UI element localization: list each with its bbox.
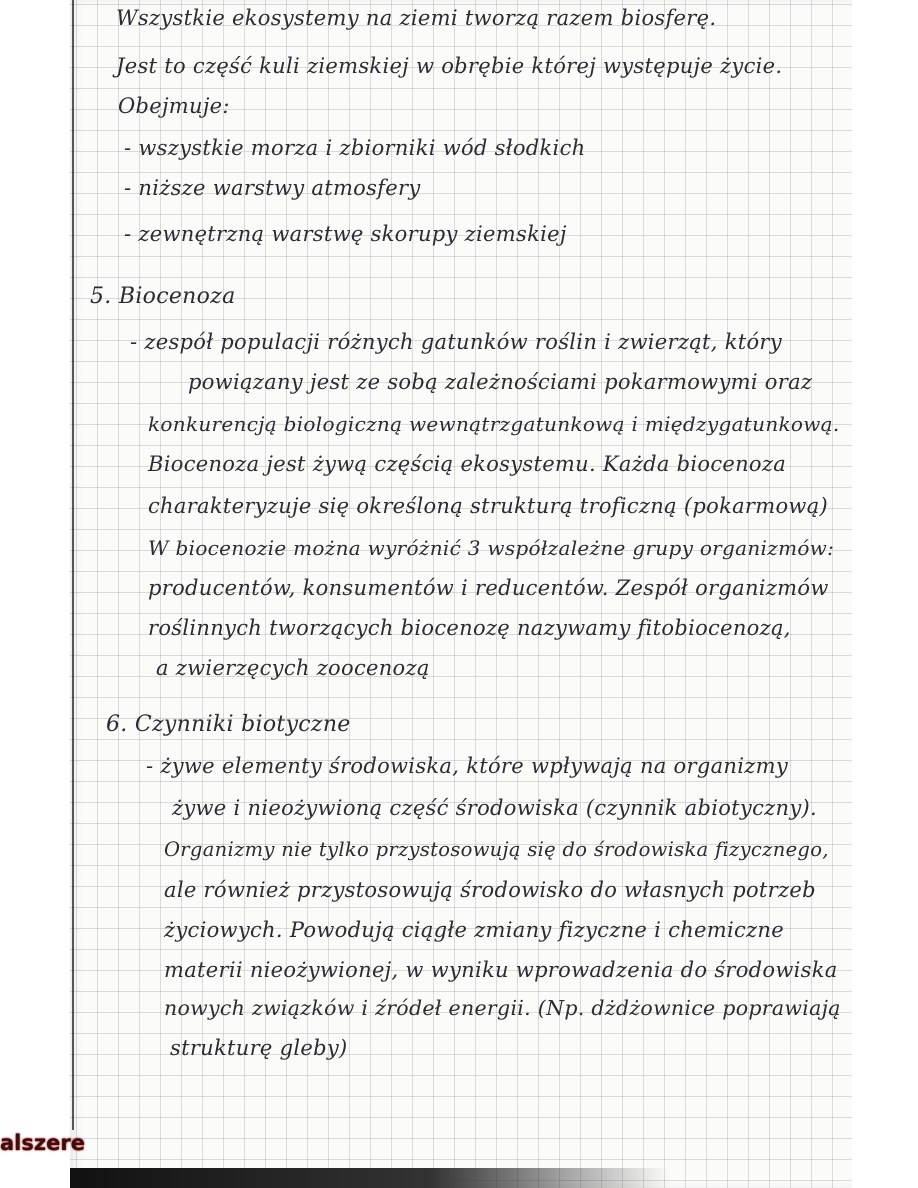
intro-list-item: - zewnętrzną warstwę skorupy ziemskiej [124,222,567,246]
section6-line: nowych związków i źródeł energii. (Np. dżdżownice poprawiają [164,996,841,1020]
section5-line: charakteryzuje się określoną strukturą troficzną (pokarmową) [148,494,829,518]
intro-line: Wszystkie ekosystemy na ziemi tworzą razem biosferę. [116,6,717,30]
section5-line: - zespół populacji różnych gatunków roślin i zwierząt, który [130,330,782,354]
section6-line: życiowych. Powodują ciągłe zmiany fizyczne i chemiczne [164,918,784,942]
section5-line: Biocenoza jest żywą częścią ekosystemu. Każda biocenoza [148,452,787,476]
section-heading-czynniki-biotyczne: 6. Czynniki biotyczne [106,712,351,737]
intro-line: Obejmuje: [118,94,230,118]
section5-line: konkurencją biologiczną wewnątrzgatunkową i międzygatunkową. [148,412,840,436]
section6-line: żywe i nieożywioną część środowiska (czynnik abiotyczny). [172,796,817,820]
section6-line: ale również przystosowują środowisko do własnych potrzeb [164,878,816,902]
section6-line: strukturę gleby) [170,1036,348,1060]
intro-list-item: - wszystkie morza i zbiorniki wód słodkich [124,136,586,160]
watermark-logo: alszere [0,1131,85,1155]
section6-line: - żywe elementy środowiska, które wpływają na organizmy [146,754,788,778]
section6-line: materii nieożywionej, w wyniku wprowadzenia do środowiska [164,958,838,982]
section6-line: Organizmy nie tylko przystosowują się do środowiska fizycznego, [164,838,829,861]
section5-line: W biocenozie można wyróżnić 3 współzależne grupy organizmów: [148,536,835,560]
section5-line: producentów, konsumentów i reducentów. Zespół organizmów [148,576,829,600]
page-edge-shadow [70,1168,670,1188]
margin-line [72,0,74,1130]
section-heading-biocenoza: 5. Biocenoza [90,284,236,309]
section5-line: a zwierzęcych zoocenozą [156,656,430,680]
intro-line: Jest to część kuli ziemskiej w obrębie której występuje życie. [116,54,783,78]
intro-list-item: - niższe warstwy atmosfery [124,176,421,200]
section5-line: powiązany jest ze sobą zależnościami pokarmowymi oraz [188,370,813,394]
section5-line: roślinnych tworzących biocenozę nazywamy fitobiocenozą, [148,616,791,640]
